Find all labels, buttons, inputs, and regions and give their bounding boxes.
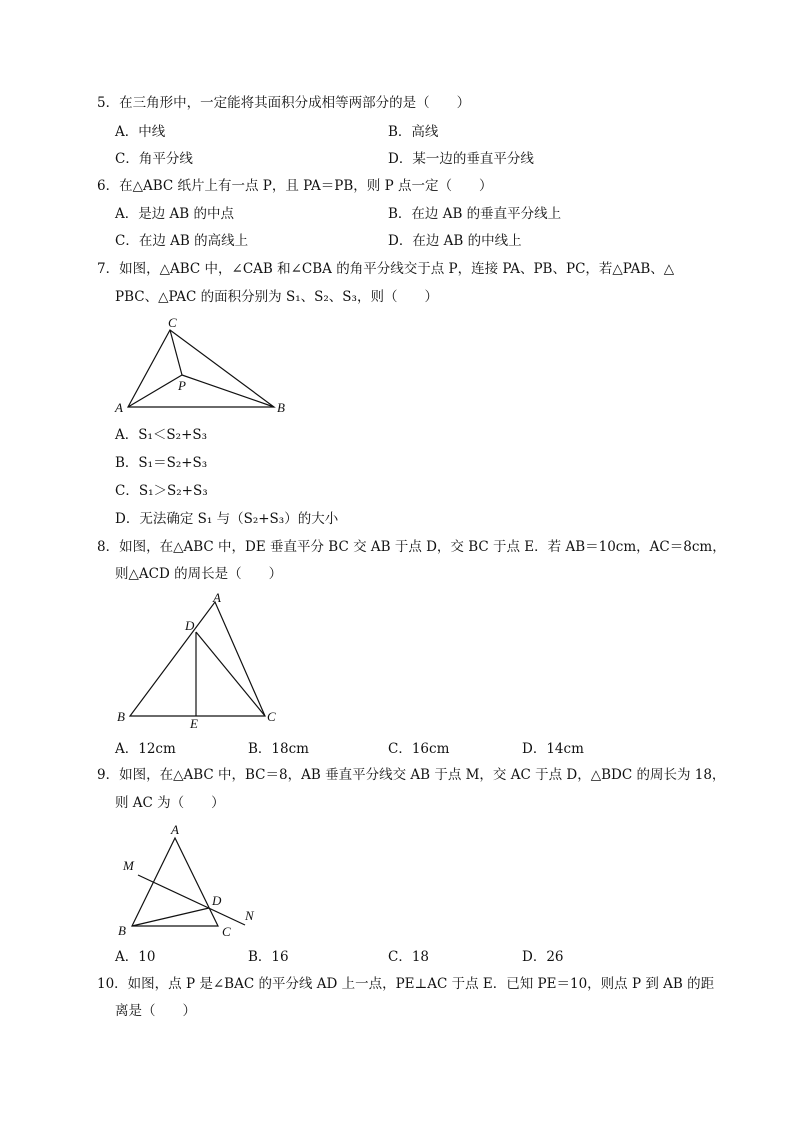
q9-triangle-abc [132,838,218,926]
q7-label-b: B [277,400,285,415]
q8-triangle-figure [110,590,290,735]
q5-option-b[interactable]: B．高线 [388,124,439,140]
q7-label-c: C [168,315,177,330]
q9-option-c[interactable]: C．18 [388,949,430,965]
q8-triangle-abc [130,602,265,716]
q8-option-d[interactable]: D．14cm [522,741,584,757]
q9-label-m: M [123,858,134,873]
q7-stem-line2: PBC、△PAC 的面积分别为 S₁、S₂、S₃，则（ ） [115,289,438,305]
q8-stem-line2: 则△ACD 的周长是（ ） [115,566,283,582]
q5-option-c[interactable]: C．角平分线 [115,151,193,167]
q9-option-d[interactable]: D．26 [522,949,564,965]
q7-label-a: A [115,400,123,415]
q8-label-c: C [267,709,276,724]
q9-stem-line1: 9．如图，在△ABC 中，BC＝8，AB 垂直平分线交 AB 于点 M，交 AC 于点 D，△BDC 的周长为 18， [97,767,726,783]
q6-option-a[interactable]: A．是边 AB 的中点 [115,206,235,222]
q8-label-a: A [213,590,221,605]
q9-option-b[interactable]: B．16 [248,949,289,965]
q5-option-a[interactable]: A．中线 [115,124,166,140]
q7-label-p: P [178,378,186,393]
q9-label-a: A [171,822,179,837]
q8-label-e: E [190,716,198,731]
q6-stem: 6．在△ABC 纸片上有一点 P，且 PA＝PB，则 P 点一定（ ） [97,178,493,194]
q5-stem: 5．在三角形中，一定能将其面积分成相等两部分的是（ ） [97,95,471,111]
q5-option-d[interactable]: D．某一边的垂直平分线 [388,151,534,167]
q10-stem-line1: 10．如图，点 P 是∠BAC 的平分线 AD 上一点，PE⊥AC 于点 E．已知 PE＝10，则点 P 到 AB 的距 [97,976,715,992]
q9-stem-line2: 则 AC 为（ ） [115,795,225,811]
q9-perpendicular-bisector-mn [138,875,245,925]
q6-option-c[interactable]: C．在边 AB 的高线上 [115,233,249,249]
q9-segment-bd [132,908,209,926]
q7-segment-pc [170,330,182,375]
q8-stem-line1: 8．如图，在△ABC 中，DE 垂直平分 BC 交 AB 于点 D，交 BC 于点 E．若 AB＝10cm，AC＝8cm， [97,539,726,555]
q7-option-b[interactable]: B．S₁＝S₂+S₃ [115,455,208,471]
q7-option-d[interactable]: D．无法确定 S₁ 与（S₂+S₃）的大小 [115,511,339,527]
q9-label-c: C [222,924,231,939]
q9-label-d: D [212,893,222,908]
q7-triangle-figure [110,312,300,422]
q8-label-b: B [117,709,125,724]
q10-stem-line2: 离是（ ） [115,1003,196,1019]
q8-option-c[interactable]: C．16cm [388,741,450,757]
q9-option-a[interactable]: A．10 [115,949,156,965]
q8-option-a[interactable]: A．12cm [115,741,176,757]
q8-label-d: D [185,618,195,633]
q6-option-b[interactable]: B．在边 AB 的垂直平分线上 [388,206,562,222]
q7-stem-line1: 7．如图，△ABC 中，∠CAB 和∠CBA 的角平分线交于点 P，连接 PA、PB、PC，若△PAB、△ [97,261,675,277]
q9-label-n: N [245,908,254,923]
q6-option-d[interactable]: D．在边 AB 的中线上 [388,233,522,249]
q7-triangle-abc [128,330,274,407]
q9-triangle-figure [110,820,270,940]
q8-segment-dc [196,632,265,716]
q7-segment-pb [182,375,274,407]
q8-option-b[interactable]: B．18cm [248,741,309,757]
q7-option-c[interactable]: C．S₁＞S₂+S₃ [115,483,208,499]
q7-option-a[interactable]: A．S₁＜S₂+S₃ [115,427,208,443]
q9-label-b: B [118,923,126,938]
